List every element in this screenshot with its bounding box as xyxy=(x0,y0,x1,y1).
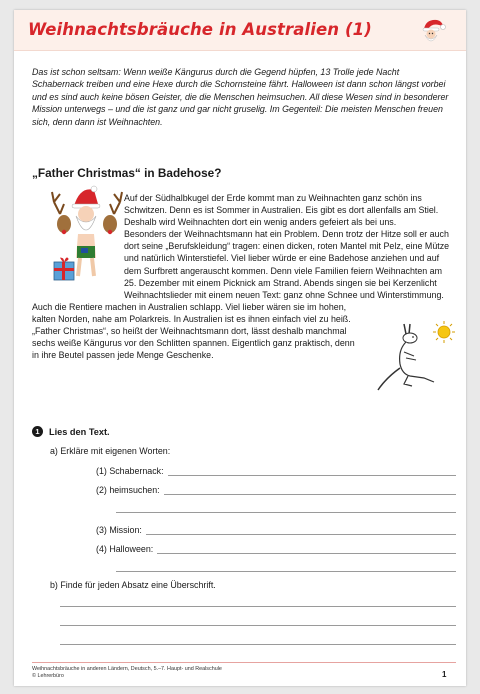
footer-line-2: © Lehrerbüro xyxy=(32,673,64,680)
item-label-4: (4) Halloween: xyxy=(96,544,154,554)
heading-line-3[interactable] xyxy=(60,644,456,645)
item-label-1: (1) Schabernack: xyxy=(96,466,164,476)
answer-row-1 xyxy=(96,466,456,476)
part-b-label: b) Finde für jeden Absatz eine Überschrift. xyxy=(50,580,216,590)
answer-line-2[interactable] xyxy=(164,485,456,495)
footer-line-1: Weihnachtsbräuche in anderen Ländern, Deutsch, 5.–7. Haupt- und Realschule xyxy=(32,666,222,672)
paragraph-1: Auf der Südhalbkugel der Erde kommt man zu Weihnachten ganz schön ins Schwitzen. Denn es ist Sommer in Australien. Eis gibt es dort allenfalls am Stiel. Deshalb wird Weihnachten dort ein wenig anders gefeiert als bei uns. xyxy=(124,193,439,228)
worksheet-page xyxy=(14,10,466,686)
answer-row-4 xyxy=(96,544,456,554)
santa-icon xyxy=(417,16,447,46)
answer-row-2 xyxy=(96,485,456,495)
exercise-header xyxy=(32,426,110,437)
answer-line-4b[interactable] xyxy=(116,571,456,572)
page-title: Weihnachtsbräuche in Australien (1) xyxy=(28,20,372,39)
intro-paragraph xyxy=(32,66,452,128)
answer-line-3[interactable] xyxy=(146,525,456,535)
kangaroo-illustration xyxy=(374,318,458,394)
footer xyxy=(32,666,222,681)
exercise-number-badge: 1 xyxy=(32,426,43,437)
paragraph-3: Auch die Rentiere machen in Australien schlapp. Viel lieber wären sie im hohen, kalten Norden, nahe am Polarkreis. In Australien ist es ihnen einfach viel zu heiß. „Father Christmas“, so heißt der Weihnachtsmann dort, lässt deshalb manchmal sechs weiße Kängurus vor den Schlitten spannen. Eigentlich ganz praktisch, denn in ihre Beutel passen jede Menge Geschenke. xyxy=(32,301,355,361)
answer-line-4[interactable] xyxy=(157,544,456,554)
item-label-2: (2) heimsuchen: xyxy=(96,485,160,495)
answer-line-1[interactable] xyxy=(168,466,456,476)
footer-divider xyxy=(32,662,456,663)
heading-line-1[interactable] xyxy=(60,606,456,607)
heading-line-2[interactable] xyxy=(60,625,456,626)
answer-row-3 xyxy=(96,525,456,535)
intro-text: Das ist schon seltsam: Wenn weiße Kängurus durch die Gegend hüpfen, 13 Trolle jede Nacht Schabernack treiben und eine Hexe durch die Schornsteine fährt. Halloween ist dann schon längst vorbei und es sind auch keine bösen Geister, die die Menschen heimsuchen. All diese Wesen sind in besonderer Mission unterwegs – und die ist ganz und gar nicht gruselig. Im Gegenteil: Die meisten Menschen freuen sich, denn dann ist Weihnachten. xyxy=(32,67,449,127)
part-a-label: a) Erkläre mit eigenen Worten: xyxy=(50,446,171,456)
exercise-label: Lies den Text. xyxy=(49,426,110,437)
answer-line-2b[interactable] xyxy=(116,512,456,513)
item-label-3: (3) Mission: xyxy=(96,525,142,535)
page-number: 1 xyxy=(442,670,447,679)
paragraph-2: Besonders der Weihnachtsmann hat ein Problem. Denn trotz der Hitze soll er auch dort seine „Berufskleidung“ tragen: einen dicken, roten Mantel mit Pelz, eine Mütze und natürlich Winterstiefel. Viel lieber würde er eine Badehose anziehen und auf dem Surfbrett angerauscht kommen. Denn viele Familien feiern Weihnachten am 25. Dezember mit einem Picknick am Strand. Abends singen sie bei Kerzenlicht Weihnachtslieder mit einem neuen Text: ganz ohne Schnee und Winterstimmung. xyxy=(124,229,450,300)
header-bar xyxy=(14,10,466,51)
section-heading: „Father Christmas“ in Badehose? xyxy=(32,166,222,180)
